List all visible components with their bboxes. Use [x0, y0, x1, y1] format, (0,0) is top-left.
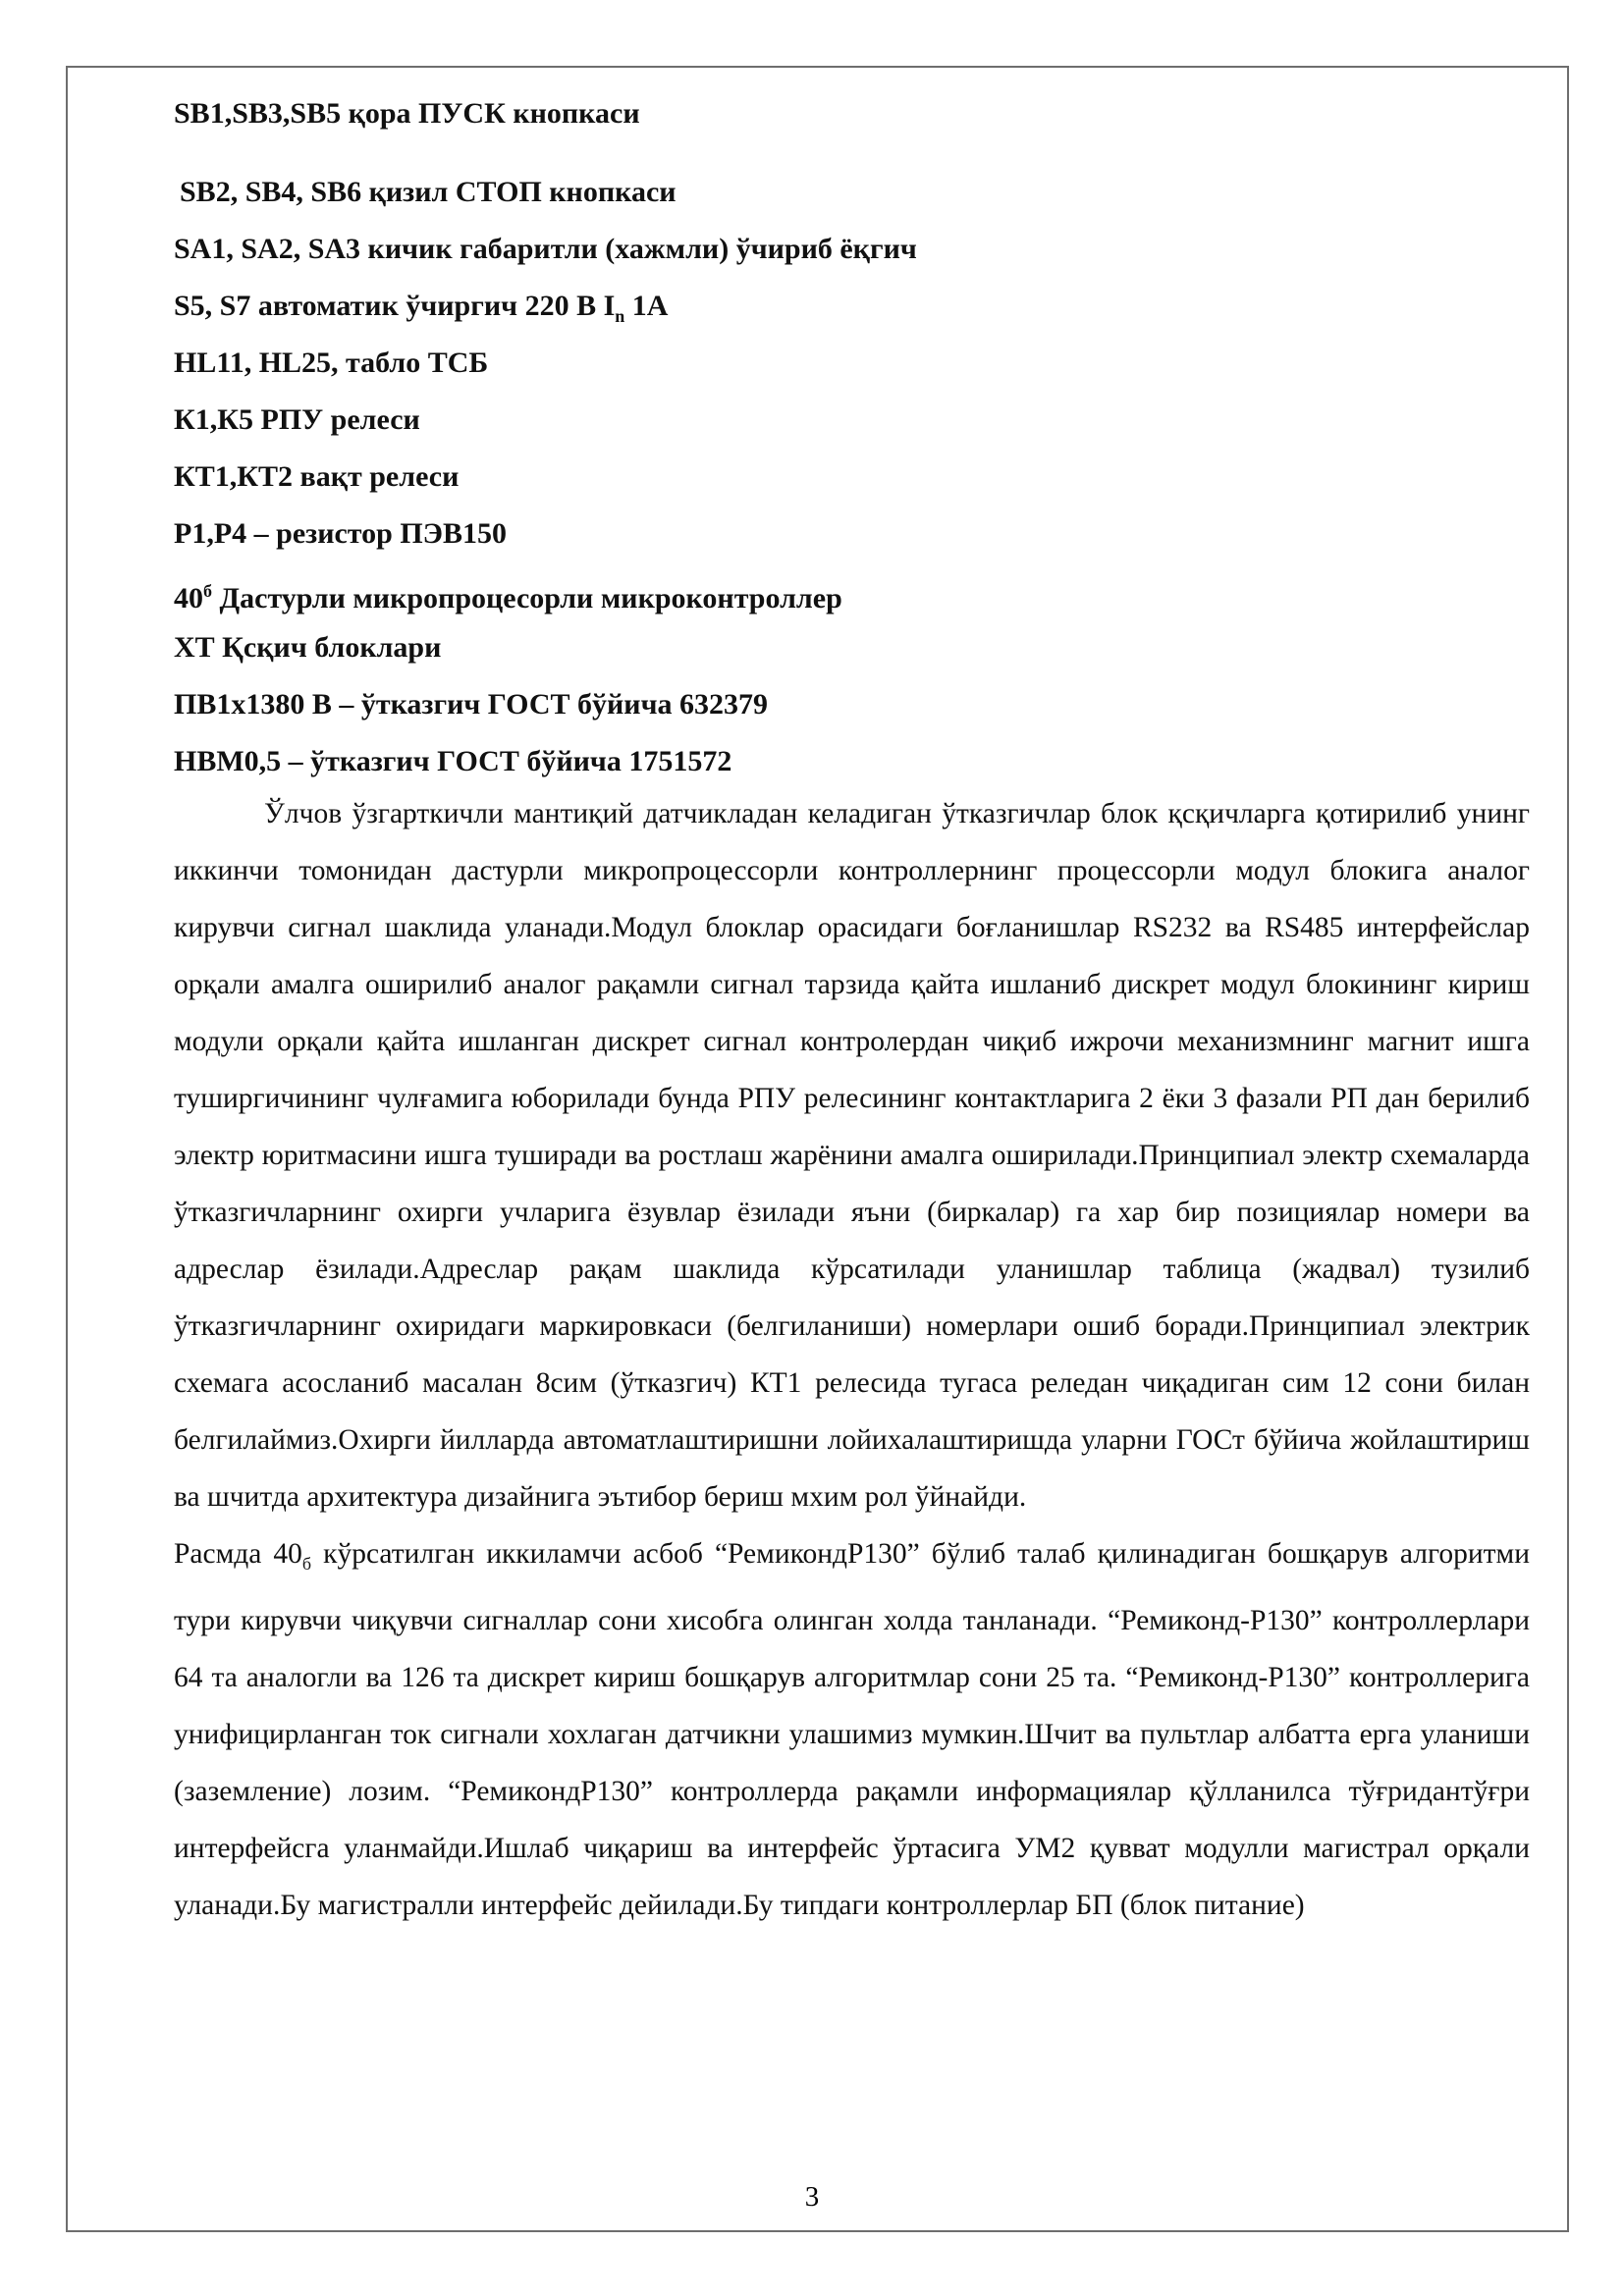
legend-line: SA1, SA2, SA3 кичик габаритли (хажмли) ўчириб ёқгич — [174, 233, 917, 265]
body-paragraph: Ўлчов ўзгарткичли мантиқий датчикладан келадиган ўтказгичлар блок қсқичларга қотирилиб унинг иккинчи томонидан дастурли микропроцессорли контроллернинг процессорли модул блокига аналог кирувчи сигнал шаклида уланади.Модул блоклар орасидаги боғланишлар RS232 ва RS485 интерфейслар орқали амалга оширилиб аналог рақамли сигнал тарзида қайта ишланиб дискрет модул блокининг кириш модули орқали қайта ишланган дискрет сигнал контролердан чиқиб ижрочи механизмнинг магнит ишга туширгичининг чулғамига юборилади бунда РПУ релесининг контактларига 2 ёки 3 фазали РП дан берилиб электр юритмасини ишга туширади ва ростлаш жарёнини амалга оширилади.Принципиал электр схемаларда ўтказгичларнинг охирги учларига ёзувлар ёзилади яъни (биркалар) га хар бир позициялар номери ва адреслар ёзилади.Адреслар рақам шаклида кўрсатилади уланишлар таблица (жадвал) тузилиб ўтказгичларнинг охиридаги маркировкаси (белгиланиши) номерлари ошиб боради.Принципиал электрик схемага асосланиб масалан 8сим (ўтказгич) КТ1 релесида тугаса реледан чиқадиган сим 12 сони билан белгилаймиз.Охирги йилларда автоматлаштиришни лойихалаштиришда уларни ГОСт бўйича жойлаштириш ва шчитда архитектура дизайнига эътибор бериш мхим рол ўйнайди. — [174, 798, 1530, 1513]
legend-line: ПВ1х1380 В – ўтказгич ГОСТ бўйича 632379 — [174, 688, 769, 721]
legend-line: SB2, SB4, SB6 қизил СТОП кнопкаси — [180, 176, 677, 208]
legend-line: ХТ Қсқич блоклари — [174, 631, 442, 664]
legend-line: HL11, HL25, табло ТСБ — [174, 347, 489, 379]
legend-line: S5, S7 автоматик ўчиргич 220 В $I_n$ 1А — [174, 290, 669, 326]
legend-line: $40^б$ Дастурли микропроцесорли микроконтроллер — [174, 581, 842, 614]
legend-line: КТ1,КТ2 вақт релеси — [174, 460, 460, 493]
body-paragraph: Расмда $40_б$ кўрсатилган иккиламчи асбоб “РемикондР130” бўлиб талаб қилинадиган бошқарув алгоритми тури кирувчи чиқувчи сигналлар сони хисобга олинган холда танланади. “Ремиконд-Р130” контроллерлари 64 та аналогли ва 126 та дискрет кириш бошқарув алгоритмлар сони 25 та. “Ремиконд-Р130” контроллерига унифицирланган ток сигнали хохлаган датчикни улашимиз мумкин.Шчит ва пультлар албатта ерга уланиши (заземление) лозим. “РемикондР130” контроллерда рақамли информациялар қўлланилса тўғридантўғри интерфейсга уланмайди.Ишлаб чиқариш ва интерфейс ўртасига УМ2 қувват модулли магистрал орқали уланади.Бу магистралли интерфейс дейилади.Бу типдаги контроллерлар БП (блок питание) — [174, 1538, 1530, 1921]
legend-line: Р1,Р4 – резистор ПЭВ150 — [174, 517, 508, 550]
legend-line: НВМ0,5 – ўтказгич ГОСТ бўйича 1751572 — [174, 745, 732, 777]
page-content — [174, 94, 1530, 1934]
page-number: 3 — [804, 2181, 820, 2213]
legend-line: К1,К5 РПУ релеси — [174, 403, 420, 436]
legend-line: SB1,SB3,SB5 қора ПУСК кнопкаси — [174, 97, 640, 130]
